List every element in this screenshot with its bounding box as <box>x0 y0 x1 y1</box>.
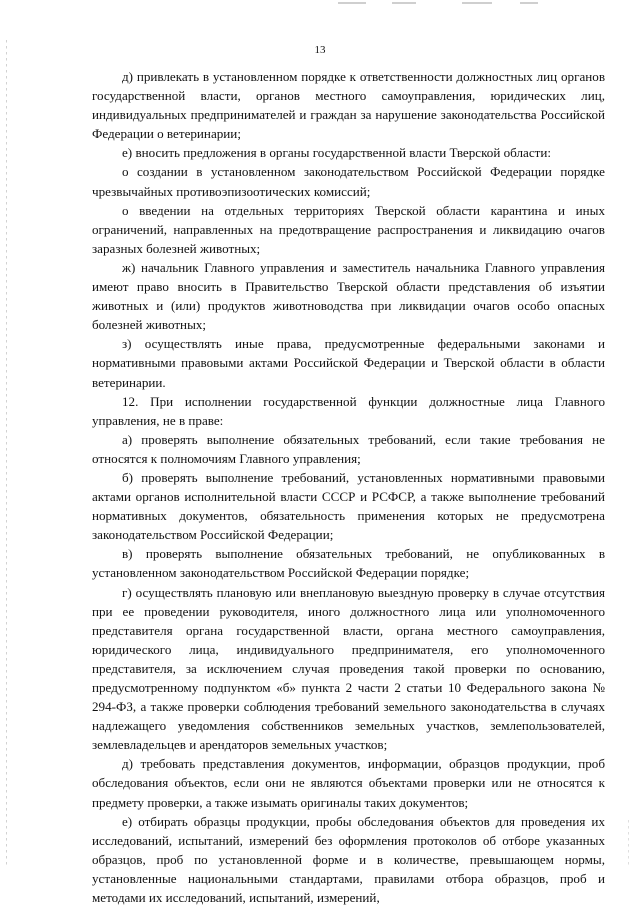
paragraph: о введении на отдельных территориях Тверской области карантина и иных ограничений, направленных на предотвращение распространения и ликвидацию очагов заразных болезней животных; <box>92 202 605 256</box>
paragraph: з) осуществлять иные права, предусмотренные федеральными законами и нормативными правовыми актами Российской Федерации и Тверской области в области ветеринарии. <box>92 336 605 390</box>
scan-artifact <box>338 2 366 4</box>
scan-artifact <box>520 2 538 4</box>
scan-artifact <box>392 2 416 4</box>
paragraph: е) вносить предложения в органы государственной власти Тверской области: <box>122 145 552 161</box>
paragraph: а) проверять выполнение обязательных требований, если такие требования не относятся к полномочиям Главного управления; <box>92 431 605 466</box>
binding-edge <box>628 820 629 865</box>
paragraph: е) отбирать образцы продукции, пробы обследования объектов для проведения их исследований, испытаний, измерений без оформления протоколов об отборе указанных образцов, проб по установленной форме и в количестве, превышающем нормы, установленные национальными стандартами, правилами отбора образцов, проб и методами их исследований, испытаний, измерений, <box>92 813 605 906</box>
paragraph: д) требовать представления документов, информации, образцов продукции, проб обследования объектов, если они не являются объектами проверки или не относятся к предмету проверки, а также изымать оригиналы таких документов; <box>92 756 605 810</box>
page-number: 13 <box>314 44 326 56</box>
paragraph: о создании в установленном законодательством Российской Федерации порядке чрезвычайных противоэпизоотических комиссий; <box>92 164 605 199</box>
paragraph: в) проверять выполнение обязательных требований, не опубликованных в установленном законодательством Российской Федерации порядке; <box>92 546 605 581</box>
paragraph: д) привлекать в установленном порядке к ответственности должностных лиц органов государственной власти, органов местного самоуправления, юридических лиц, индивидуальных предпринимателей и граждан за нарушение законодательства Российской Федерации о ветеринарии; <box>92 69 605 142</box>
paragraph: ж) начальник Главного управления и заместитель начальника Главного управления имеют право вносить в Правительство Тверской области представления об изъятии животных и (или) продуктов животноводства при ликвидации очагов особо опасных болезней животных; <box>92 259 605 333</box>
paragraph: г) осуществлять плановую или внеплановую выездную проверку в случае отсутствия при ее проведении руководителя, иного должностного лица или уполномоченного представителя органа государственной власти, органа местного самоуправления, юридического лица, индивидуального предпринимателя, его уполномоченного представителя, за исключением случая проведения такой проверки по основанию, предусмотренному подпунктом «б» пункта 2 части 2 статьи 10 Федерального закона № 294-ФЗ, а также проверки соблюдения требований земельного законодательства в случаях надлежащего уведомления собственников земельных участков, землепользователей, землевладельцев и арендаторов земельных участков; <box>92 584 605 753</box>
document-body <box>92 67 605 907</box>
binding-edge <box>6 40 7 865</box>
scan-artifact <box>462 2 492 4</box>
paragraph: 12. При исполнении государственной функции должностные лица Главного управления, не в праве: <box>92 393 605 428</box>
paragraph: б) проверять выполнение требований, установленных нормативными правовыми актами органов исполнительной власти СССР и РСФСР, а также выполнение требований нормативных документов, обязательность применения которых не предусмотрена законодательством Российской Федерации; <box>92 469 605 543</box>
